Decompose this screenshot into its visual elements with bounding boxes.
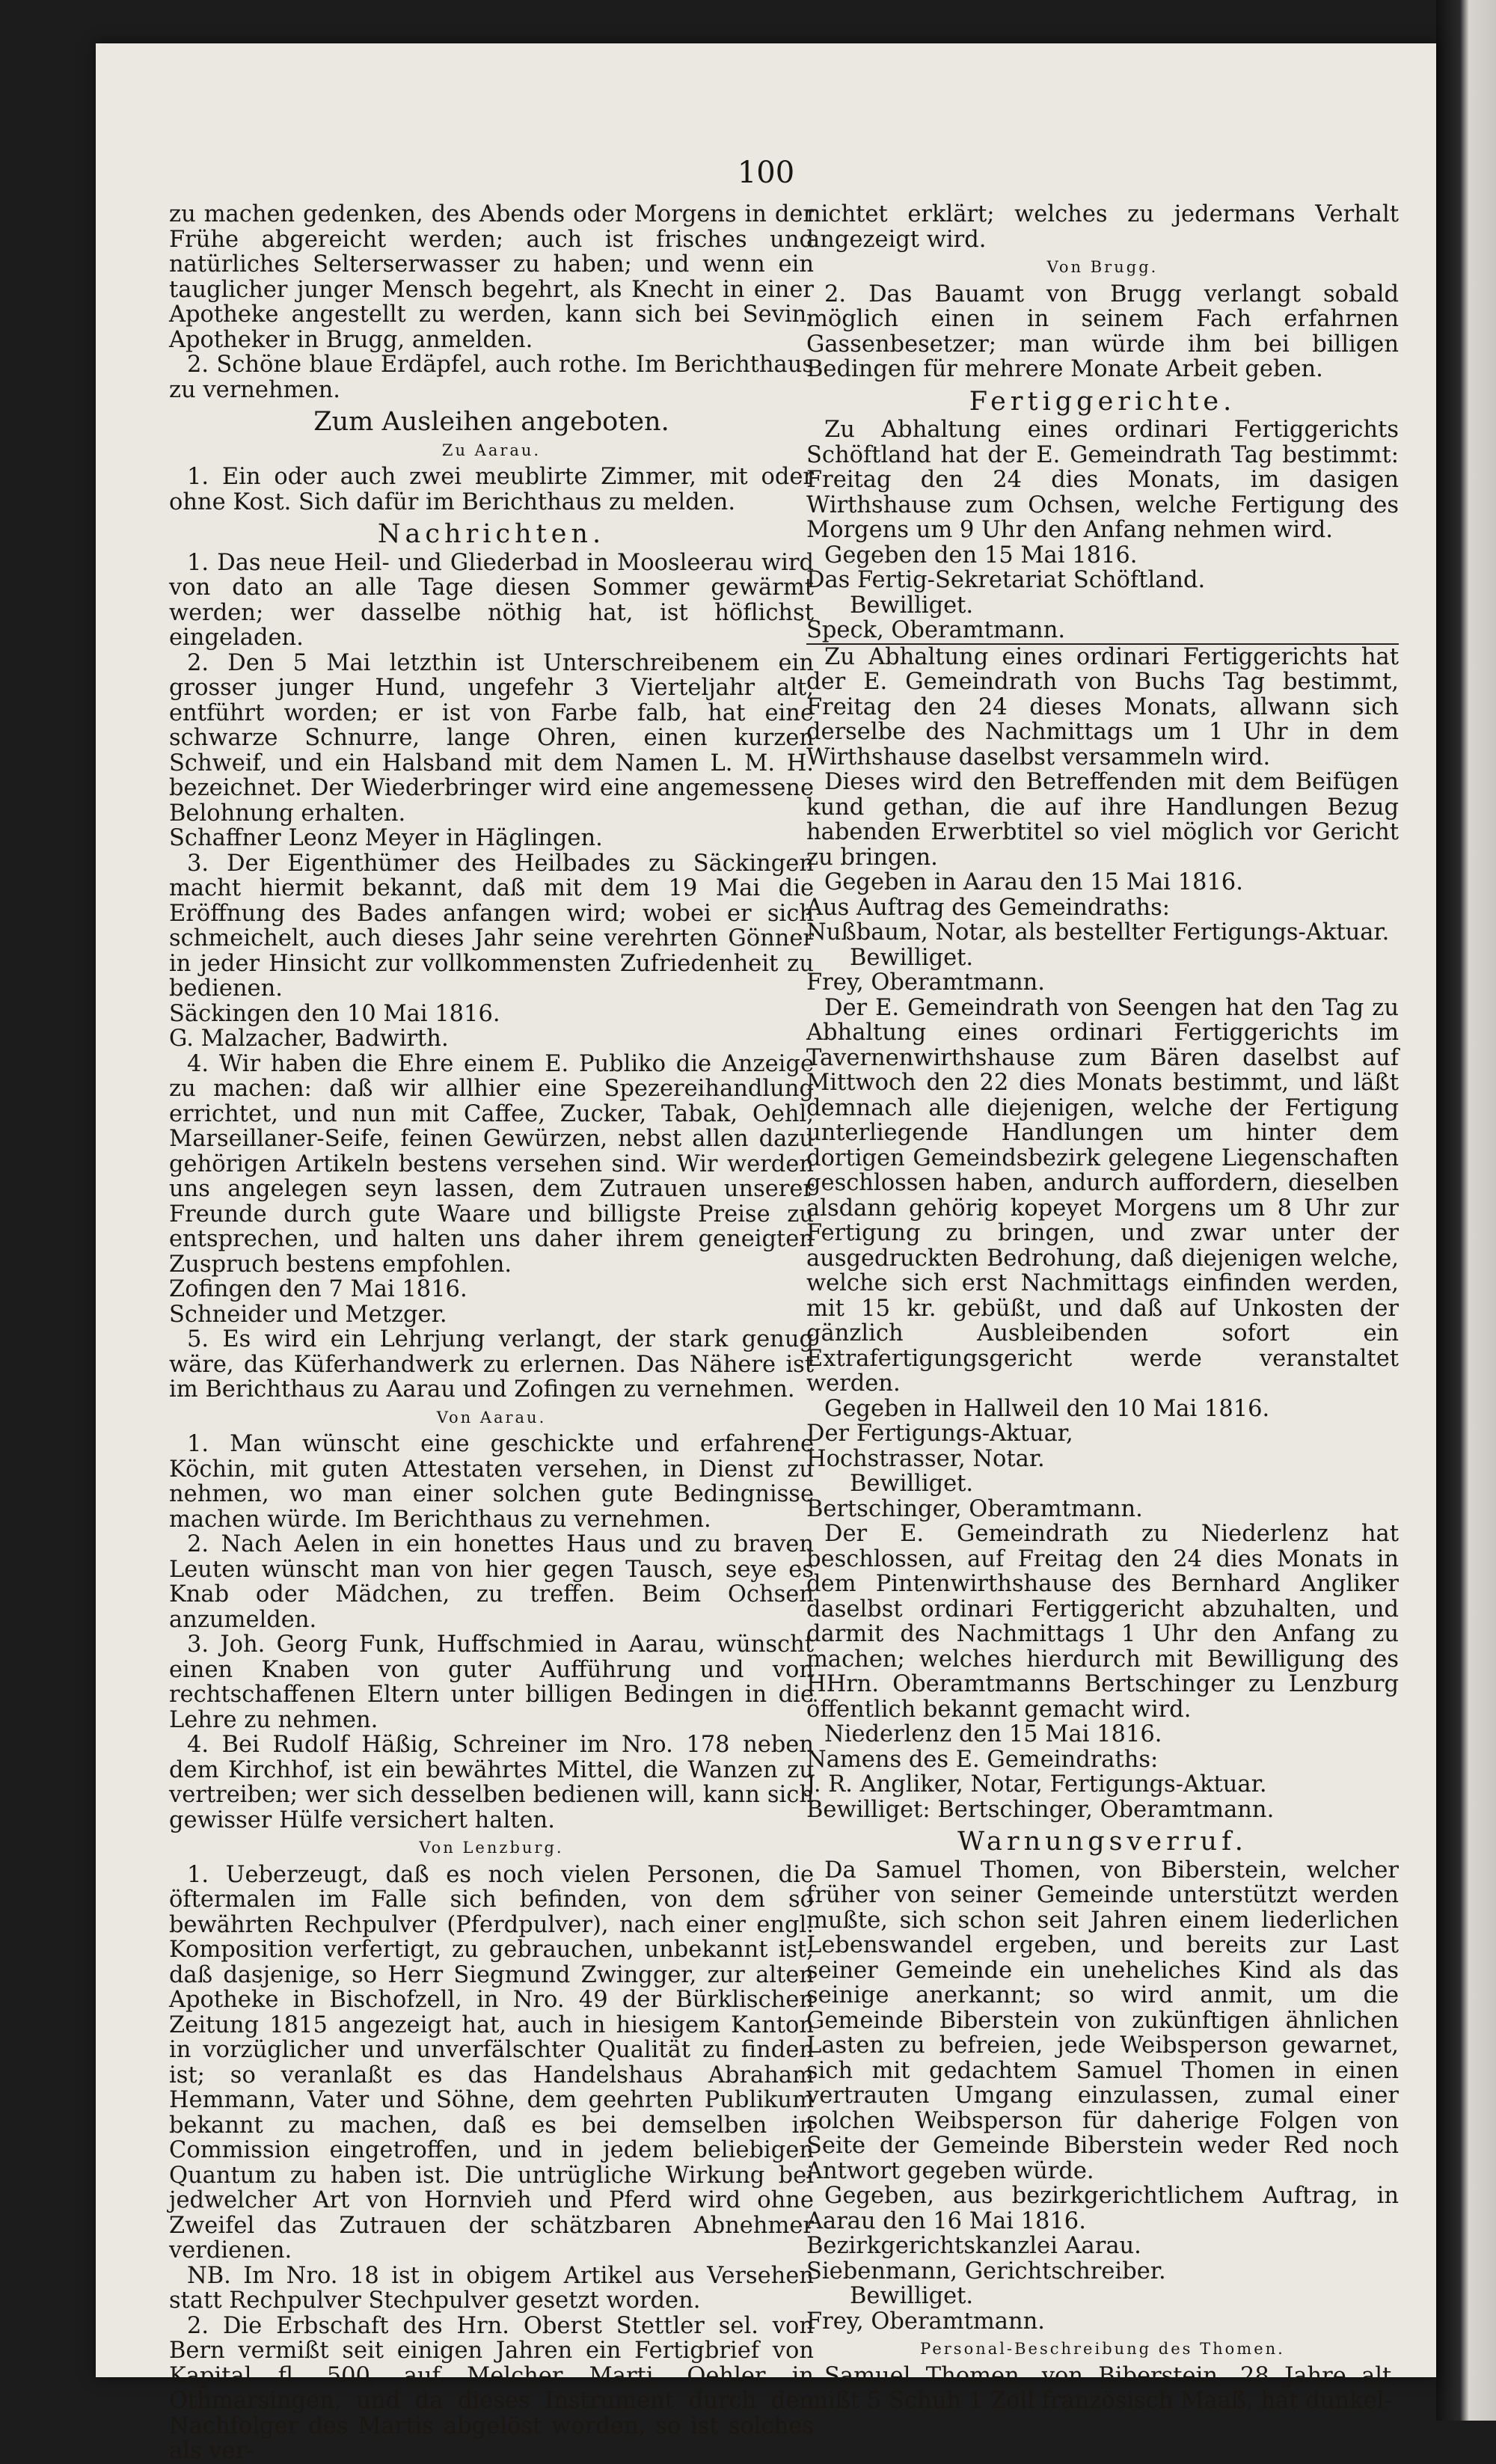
right-continuation: nichtet erklärt; welches zu jedermans Verhalt angezeigt wird. <box>806 201 1399 253</box>
left-continuation: zu machen gedenken, des Abends oder Morgens in der Frühe abgereicht werden; auch ist frisches und natürliches Selterserwasser zu haben; und wenn ein tauglicher junger Mensch begehrt, als Knecht in einer Apotheke angestellt zu werden, kann sich bei Sevin, Apotheker in Brugg, anmelden. <box>169 201 814 353</box>
fertig-buchs-signature: Nußbaum, Notar, als bestellter Fertigungs-Aktuar. <box>806 919 1390 946</box>
page-number: 100 <box>737 156 795 190</box>
ausleihen-item-1: 1. Ein oder auch zwei meublirte Zimmer, mit oder ohne Kost. Sich dafür im Berichthaus zu melden. <box>169 464 814 515</box>
newspaper-page <box>96 43 1436 2464</box>
lenzburg-item-2: 2. Die Erbschaft des Hrn. Oberst Stettler sel. von Bern vermißt seit einigen Jahren ein Fertigbrief von Kapital fl. 500, auf Melcher Marti, Oehler in Othmarsingen, und da dieses Instrument durch den Nachfolger des Martis abgelöst worden, so ist solches als ver- <box>169 2312 814 2464</box>
fertig-schoeftland-date: Gegeben den 15 Mai 1816. <box>824 542 1138 569</box>
brugg-item-2: 2. Das Bauamt von Brugg verlangt sobald möglich einen in seinem Fach erfahrnen Gassenbesetzer; man würde ihm bei billigen Bedingen für mehrere Monate Arbeit geben. <box>806 281 1399 382</box>
right-column <box>806 202 1399 2414</box>
fertig-niederlenz-namens: Namens des E. Gemeindraths: <box>806 1746 1159 1773</box>
fertig-niederlenz-date: Niederlenz den 15 Mai 1816. <box>824 1721 1162 1747</box>
nachrichten-item-4: 4. Wir haben die Ehre einem E. Publiko die Anzeige zu machen: daß wir allhier eine Spezereihandlung errichtet, und nun mit Caffee, Zucker, Tabak, Oehl, Marseillaner-Seife, feinen Gewürzen, nebst allen dazu gehörigen Artikeln bestens versehen sind. Wir werden uns angelegen seyn lassen, dem Zutrauen unserer Freunde durch gute Waare und billigste Preise zu entsprechen, und halten uns daher ihrem geneigten Zuspruch bestens empfohlen. <box>169 1050 814 1278</box>
section-heading-ausleihen: Zum Ausleihen angeboten. <box>313 407 669 437</box>
fertig-seengen: Der E. Gemeindrath von Seengen hat den Tag zu Abhaltung eines ordinari Fertiggerichts im Tavernenwirthshause zum Bären daselbst auf Mittwoch den 22 dies Monats bestimmt, und läßt demnach alle diejenigen, welche der Fertigung unterliegende Handlungen um hinter dem dortigen Gemeindsbezirk gelegene Liegenschaften geschlossen haben, andurch auffordern, dieselben alsdann gehörig kopeyet Morgens um 8 Uhr zur Fertigung zu bringen, und zwar unter der ausgedruckten Bedrohung, daß diejenigen welche, welche sich erst Nachmittags einfinden werden, mit 15 kr. gebüßt, und daß auf Unkosten der gänzlich Ausbleibenden sofort ein Extrafertigungsgericht werde veranstaltet werden. <box>806 994 1399 1397</box>
nachrichten-item-2-signature: Schaffner Leonz Meyer in Häglingen. <box>169 825 603 851</box>
fertig-buchs-bewilliget: Bewilliget. <box>850 944 974 971</box>
fertig-seengen-oberamtmann: Bertschinger, Oberamtmann. <box>806 1495 1143 1522</box>
fertig-niederlenz: Der E. Gemeindrath zu Niederlenz hat beschlossen, auf Freitag den 24 dies Monats in dem Pintenwirthshause des Bernhard Angliker daselbst ordinari Fertiggericht abzuhalten, und darmit des Nachmittags 1 Uhr den Anfang zu machen; welches hierdurch mit Bewilligung des HHrn. Oberamtmanns Bertschinger zu Lenzburg öffentlich bekannt gemacht wird. <box>806 1521 1399 1723</box>
nachrichten-item-4-signature: Schneider und Metzger. <box>169 1301 447 1328</box>
fertig-schoeftland-bewilliget: Bewilliget. <box>850 592 974 619</box>
section-heading-nachrichten: Nachrichten. <box>377 519 606 549</box>
warnung-date: Gegeben, aus bezirkgerichtlichem Auftrag, in Aarau den 16 Mai 1816. <box>806 2183 1399 2234</box>
fertig-niederlenz-bewilliget: Bewilliget: Bertschinger, Oberamtmann. <box>806 1796 1275 1823</box>
section-heading-warnungsverruf: Warnungsverruf. <box>957 1827 1248 1857</box>
warnung-text: Da Samuel Thomen, von Biberstein, welcher früher von seiner Gemeinde unterstützt werden mußte, sich schon seit Jahren einem liederlichen Lebenswandel ergeben, und bereits zur Last seiner Gemeinde ein uneheliches Kind als das seinige anerkannt; so wird anmit, um die Gemeinde Biberstein von zukünftigen ähnlichen Lasten zu befreien, jede Weibsperson gewarnet, sich mit gedachtem Samuel Thomen in einen vertrauten Umgang einzulassen, zumal einer solchen Weibsperson für daherige Folgen von Seite der Gemeinde Biberstein weder Red noch Antwort gegeben würde. <box>806 1857 1399 2184</box>
aarau-item-1: 1. Man wünscht eine geschickte und erfahrene Köchin, mit guten Attestaten versehen, in Dienst zu nehmen, wo man einer solchen gute Bedingnisse machen würde. Im Berichthaus zu vernehmen. <box>169 1431 814 1533</box>
nachrichten-item-2: 2. Den 5 Mai letzthin ist Unterschreibenem ein grosser junger Hund, ungefehr 3 Vierteljahr alt, entführt worden; er ist von Farbe falb, hat eine schwarze Schnurre, lange Ohren, einen kurzen Schweif, und ein Halsband mit dem Namen L. M. H. bezeichnet. Der Wiederbringer wird eine angemessene Belohnung erhalten. <box>169 649 814 827</box>
subheading-zu-aarau: Zu Aarau. <box>441 441 542 459</box>
nachrichten-item-5: 5. Es wird ein Lehrjung verlangt, der stark genug wäre, das Küferhandwerk zu erlernen. Das Nähere ist im Berichthaus zu Aarau und Zofingen zu vernehmen. <box>169 1326 814 1403</box>
fertig-buchs-date: Gegeben in Aarau den 15 Mai 1816. <box>824 869 1243 895</box>
subheading-von-brugg: Von Brugg. <box>1046 258 1159 276</box>
subheading-von-aarau: Von Aarau. <box>436 1408 547 1426</box>
fertig-schoeftland-signature: Das Fertig-Sekretariat Schöftland. <box>806 567 1206 593</box>
subheading-personal: Personal-Beschreibung des Thomen. <box>920 2340 1285 2358</box>
nachrichten-item-3: 3. Der Eigenthümer des Heilbades zu Säckingen macht hiermit bekannt, daß mit dem 19 Mai die Eröffnung des Bades anfangen wird; wobei er sich schmeichelt, auch dieses Jahr seine verehrten Gönner in jeder Hinsicht zur vollkommensten Zufriedenheit zu bedienen. <box>169 850 814 1002</box>
fertig-seengen-signature: Der Fertigungs-Aktuar, <box>806 1421 1073 1447</box>
fertig-niederlenz-signature: J. R. Angliker, Notar, Fertigungs-Aktuar. <box>806 1771 1267 1798</box>
warnung-bewilliget: Bewilliget. <box>850 2283 974 2309</box>
fertig-seengen-bewilliget: Bewilliget. <box>850 1471 974 1497</box>
next-page-edge <box>1436 0 1496 2421</box>
fertig-schoeftland-oberamtmann: Speck, Oberamtmann. <box>806 618 1399 645</box>
lenzburg-item-1: 1. Ueberzeugt, daß es noch vielen Personen, die öftermalen im Falle sich befinden, von dem so bewährten Rechpulver (Pferdpulver), nach einer engl. Komposition verfertigt, zu gebrauchen, unbekannt ist, daß dasjenige, so Herr Siegmund Zwingger, zur alten Apotheke in Bischofzell, in Nro. 49 der Bürklischen Zeitung 1815 angezeigt hat, auch in hiesigem Kanton in vorzüglicher und unverfälschter Qualität zu finden ist; so veranlaßt es das Handelshaus Abraham Hemmann, Vater und Söhne, dem geehrten Publikum bekannt zu machen, daß es bei demselben in Commission eingetroffen, und in jedem beliebigen Quantum zu haben ist. Die untrügliche Wirkung bei jedwelcher Art von Hornvieh und Pferd wird ohne Zweifel das Zutrauen der schätzbaren Abnehmer verdienen. <box>169 1861 814 2264</box>
section-heading-fertiggerichte: Fertiggerichte. <box>969 386 1236 417</box>
fertig-seengen-signature-2: Hochstrasser, Notar. <box>806 1445 1045 1472</box>
fertig-buchs-2: Dieses wird den Betreffenden mit dem Beifügen kund gethan, die auf ihre Handlungen Bezug habenden Erwerbtitel so viel möglich vor Gericht zu bringen. <box>806 769 1399 871</box>
aarau-item-4: 4. Bei Rudolf Häßig, Schreiner im Nro. 178 neben dem Kirchhof, ist ein bewährtes Mittel, die Wanzen zu vertreiben; wer sich desselben bedienen will, kann sich gewisser Hülfe versichert halten. <box>169 1732 814 1833</box>
personal-description: Samuel Thomen, von Biberstein, 28 Jahre alt, mißt 5 Schuh 1 Zoll französisch Maaß, hat dunkel- <box>806 2362 1399 2414</box>
warnung-signature-2: Siebenmann, Gerichtschreiber. <box>806 2258 1166 2284</box>
fertig-seengen-date: Gegeben in Hallweil den 10 Mai 1816. <box>824 1395 1270 1422</box>
aarau-item-3: 3. Joh. Georg Funk, Huffschmied in Aarau, wünscht einen Knaben von guter Aufführung und von rechtschaffenen Eltern unter billigen Bedingen in die Lehre zu nehmen. <box>169 1631 814 1733</box>
lenzburg-nb: NB. Im Nro. 18 ist in obigem Artikel aus Versehen statt Rechpulver Stechpulver gesetzt worden. <box>169 2262 814 2314</box>
subheading-von-lenzburg: Von Lenzburg. <box>419 1839 564 1857</box>
left-item-2: 2. Schöne blaue Erdäpfel, auch rothe. Im Berichthaus zu vernehmen. <box>169 352 814 403</box>
nachrichten-item-3-signature: G. Malzacher, Badwirth. <box>169 1026 449 1052</box>
fertig-buchs: Zu Abhaltung eines ordinari Fertiggerichts hat der E. Gemeindrath von Buchs Tag bestimmt, Freitag den 24 dieses Monats, allwann sich derselbe des Nachmittags um 1 Uhr in dem Wirthshause daselbst versammeln wird. <box>806 643 1399 770</box>
fertig-buchs-oberamtmann: Frey, Oberamtmann. <box>806 969 1045 996</box>
fertig-buchs-auftrag: Aus Auftrag des Gemeindraths: <box>806 894 1171 921</box>
nachrichten-item-1: 1. Das neue Heil- und Gliederbad in Moosleerau wird von dato an alle Tage diesen Sommer gewärmt werden; wer dasselbe nöthig hat, ist höflichst eingeladen. <box>169 549 814 651</box>
nachrichten-item-4-date: Zofingen den 7 Mai 1816. <box>169 1276 468 1302</box>
fertig-schoeftland: Zu Abhaltung eines ordinari Fertiggerichts Schöftland hat der E. Gemeindrath Tag bestimmt: Freitag den 24 dies Monats, im dasigen Wirthshause zum Ochsen, welche Fertigung des Morgens um 9 Uhr den Anfang nehmen wird. <box>806 417 1399 543</box>
left-column <box>169 202 814 2464</box>
nachrichten-item-3-date: Säckingen den 10 Mai 1816. <box>169 1000 500 1027</box>
warnung-signature: Bezirkgerichtskanzlei Aarau. <box>806 2233 1141 2259</box>
aarau-item-2: 2. Nach Aelen in ein honettes Haus und zu braven Leuten wünscht man von hier gegen Tausch, seye es Knab oder Mädchen, zu treffen. Beim Ochsen anzumelden. <box>169 1531 814 1633</box>
warnung-oberamtmann: Frey, Oberamtmann. <box>806 2308 1045 2335</box>
